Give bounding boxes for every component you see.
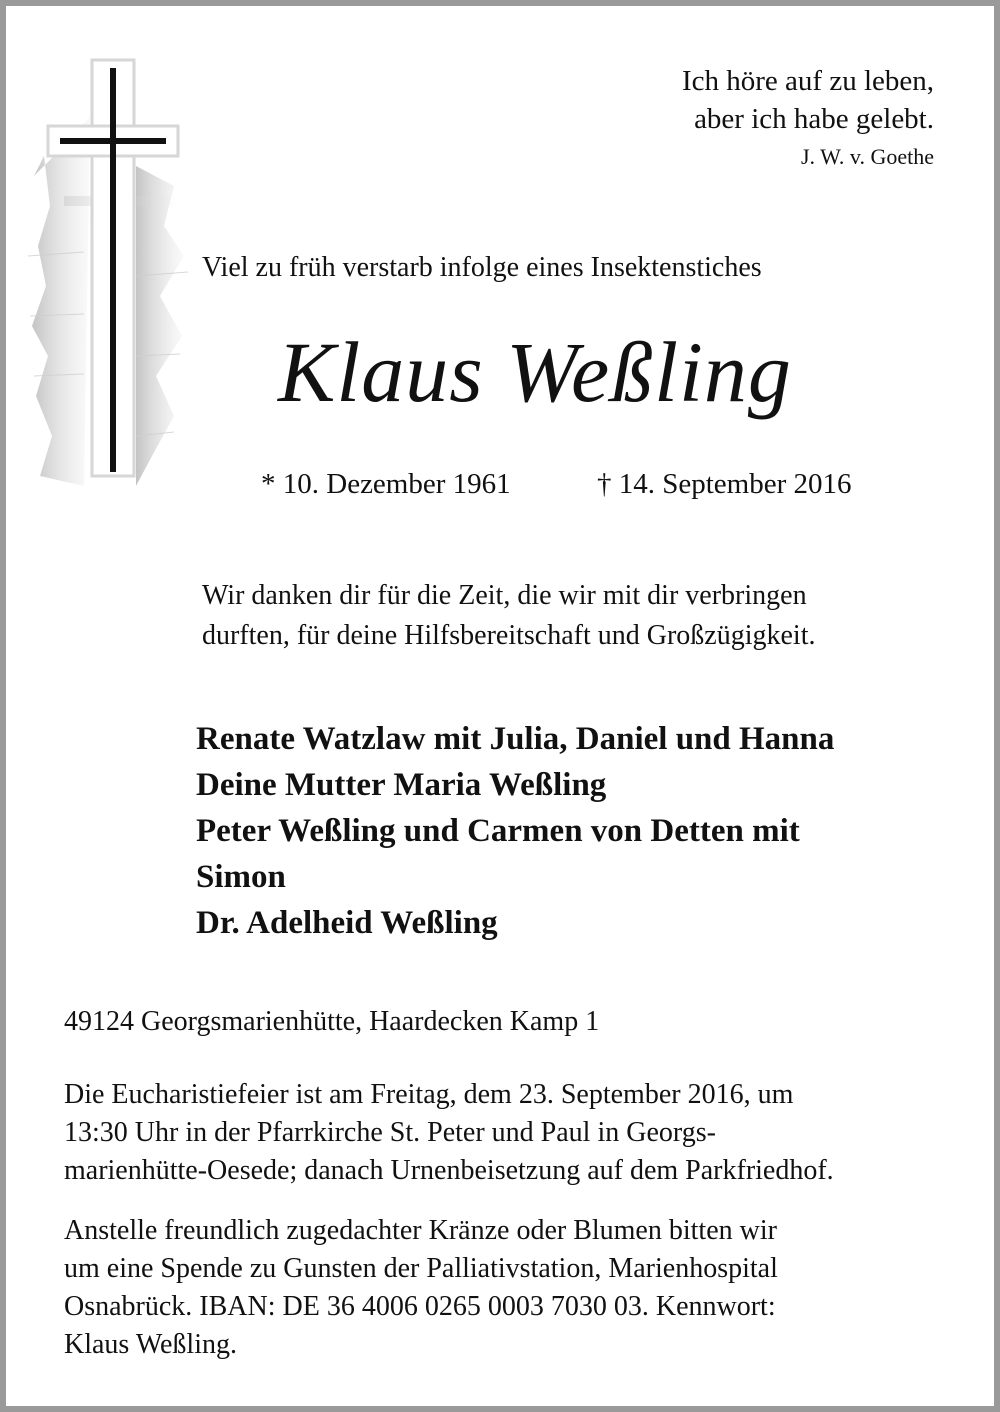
thanks-line: durften, für deine Hilfsbereitschaft und Großzügigkeit. — [202, 620, 816, 651]
deceased-name: Klaus Weßling — [278, 324, 792, 420]
mourner-line: Peter Weßling und Carmen von Detten mit — [196, 813, 800, 849]
quote-line: aber ich habe gelebt. — [694, 103, 934, 135]
quote-author: J. W. v. Goethe — [800, 144, 934, 169]
service-line: marienhütte-Oesede; danach Urnenbeisetzung auf dem Parkfriedhof. — [64, 1155, 834, 1186]
thanks-text — [202, 576, 948, 656]
quote-line: Ich höre auf zu leben, — [681, 65, 934, 97]
intro-text: Viel zu früh verstarb infolge eines Insektenstiches — [202, 252, 762, 283]
epigraph-quote — [682, 62, 934, 138]
mourner-line: Renate Watzlaw mit Julia, Daniel und Hanna — [196, 721, 835, 757]
life-dates — [261, 468, 852, 501]
donation-line: Anstelle freundlich zugedachter Kränze oder Blumen bitten wir — [64, 1215, 777, 1246]
address: 49124 Georgsmarienhütte, Haardecken Kamp 1 — [64, 1006, 600, 1037]
donation-info — [64, 1212, 944, 1364]
donation-line: um eine Spende zu Gunsten der Palliativstation, Marienhospital — [64, 1253, 778, 1284]
cross-icon — [24, 56, 204, 496]
mourner-line: Dr. Adelheid Weßling — [196, 905, 498, 941]
donation-line: Osnabrück. IBAN: DE 36 4006 0265 0003 7030 03. Kennwort: — [64, 1291, 776, 1322]
mourners-list — [196, 716, 834, 946]
service-info — [64, 1076, 944, 1190]
birth-date: * 10. Dezember 1961 — [261, 468, 511, 500]
service-line: 13:30 Uhr in der Pfarrkirche St. Peter und Paul in Georgs- — [64, 1117, 716, 1148]
death-date: † 14. September 2016 — [597, 468, 852, 500]
obituary-notice — [6, 6, 994, 1406]
thanks-line: Wir danken dir für die Zeit, die wir mit dir verbringen — [202, 580, 807, 611]
service-line: Die Eucharistiefeier ist am Freitag, dem 23. September 2016, um — [64, 1079, 794, 1110]
mourner-line: Deine Mutter Maria Weßling — [196, 767, 607, 803]
mourner-line: Simon — [196, 859, 286, 895]
donation-line: Klaus Weßling. — [64, 1329, 237, 1360]
